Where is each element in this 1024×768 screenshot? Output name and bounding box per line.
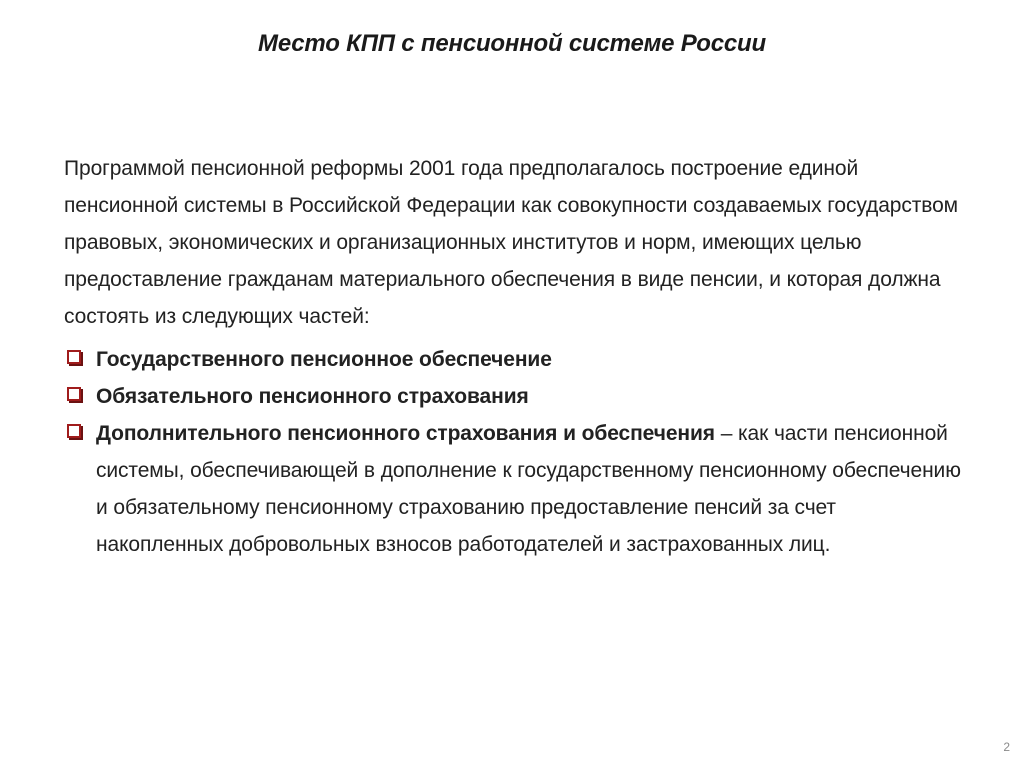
bullet-rest-text: – как части пенсионной системы, обеспечивающей в дополнение к государственному пенсионному обеспечению и обязательному пенсионному страхованию предоставление пенсий за счет накопленных добровольных взносов работодателей и застрахованных лиц. bbox=[96, 422, 961, 556]
bullet-item-state-pension bbox=[64, 341, 964, 378]
bullet-item-additional-insurance bbox=[64, 415, 964, 563]
bullet-list bbox=[64, 341, 964, 563]
checkbox-icon bbox=[67, 424, 81, 438]
intro-paragraph: Программой пенсионной реформы 2001 года предполагалось построение единой пенсионной системы в Российской Федерации как совокупности создаваемых государством правовых, экономических и организационных институтов и норм, имеющих целью предоставление гражданам материального обеспечения в виде пенсии, и которая должна состоять из следующих частей: bbox=[64, 157, 959, 328]
checkbox-icon bbox=[67, 387, 81, 401]
bullet-item-mandatory-insurance bbox=[64, 378, 964, 415]
slide-content bbox=[64, 150, 964, 563]
bullet-bold-text: Обязательного пенсионного страхования bbox=[96, 385, 529, 408]
checkbox-icon bbox=[67, 350, 81, 364]
slide-title: Место КПП с пенсионной системе России bbox=[258, 30, 766, 57]
bullet-bold-text: Дополнительного пенсионного страхования и обеспечения bbox=[96, 422, 715, 445]
bullet-bold-text: Государственного пенсионное обеспечение bbox=[96, 348, 552, 371]
page-number: 2 bbox=[1003, 740, 1010, 754]
